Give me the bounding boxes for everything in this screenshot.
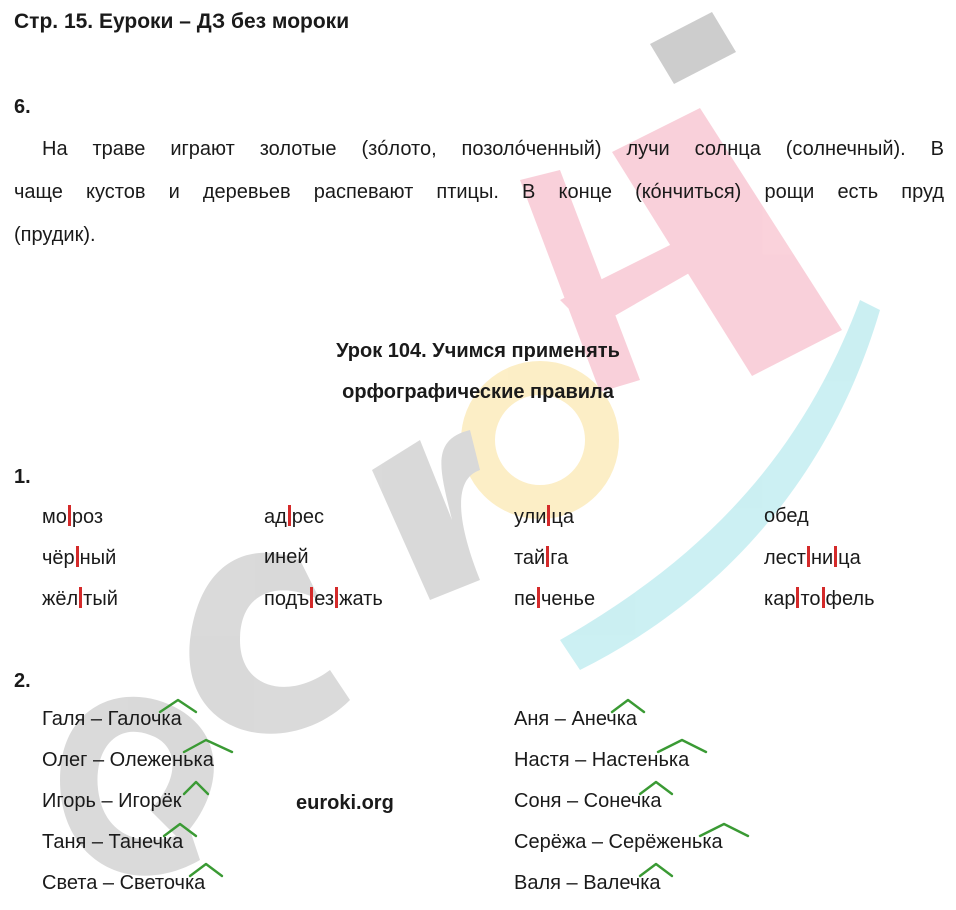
syllable: ад <box>264 506 287 528</box>
suffix-mark <box>700 824 748 836</box>
left-name-pair: Олег – Олеженька <box>42 749 214 771</box>
syllable: ный <box>79 547 117 569</box>
syllable: жёл <box>42 588 79 610</box>
right-name-pair: Аня – Анечка <box>514 708 638 730</box>
syllable: лест <box>764 547 806 569</box>
syllable: роз <box>71 506 104 528</box>
suffix-mark <box>640 782 672 794</box>
syllable: га <box>550 547 569 569</box>
task-6-line: чаще кустов и деревьев распевают птицы. В конце (кóнчиться) рощи есть пруд <box>14 181 944 203</box>
suffix-mark <box>640 864 672 876</box>
suffix-mark <box>164 824 196 836</box>
task-1-number: 1. <box>14 466 31 488</box>
syllable: подъ <box>264 588 310 610</box>
lesson-subtitle: орфографические правила <box>342 381 614 403</box>
syllable: тый <box>83 588 118 610</box>
syllable: мо <box>42 506 67 528</box>
task-2-number: 2. <box>14 670 31 692</box>
left-name-pair: Игорь – Игорёк <box>42 790 182 812</box>
syllable: ченье <box>540 588 596 610</box>
right-name-pair: Настя – Настенька <box>514 749 690 771</box>
syllable: ца <box>551 506 574 528</box>
site-label: euroki.org <box>296 792 394 814</box>
syllable: рес <box>291 506 325 528</box>
syllable: ули <box>514 506 547 528</box>
lesson-title: Урок 104. Учимся применять <box>336 340 620 362</box>
syllable: тай <box>514 547 546 569</box>
syllable: обед <box>764 505 809 527</box>
suffix-mark <box>658 740 706 752</box>
left-name-pair: Света – Светочка <box>42 872 206 894</box>
syllable: жать <box>339 588 383 610</box>
right-name-pair: Соня – Сонечка <box>514 790 662 812</box>
page-title: Стр. 15. Еуроки – ДЗ без мороки <box>14 10 350 33</box>
right-name-pair: Серёжа – Серёженька <box>514 831 723 853</box>
left-name-pair: Галя – Галочка <box>42 708 182 730</box>
right-name-pair: Валя – Валечка <box>514 872 661 894</box>
task-6-line: (прудик). <box>14 224 96 246</box>
suffix-mark <box>612 700 644 712</box>
suffix-mark <box>184 740 232 752</box>
syllable: ца <box>838 547 861 569</box>
syllable: то <box>800 588 821 610</box>
syllable: кар <box>764 588 796 610</box>
suffix-mark <box>160 700 196 712</box>
task-6-line: На траве играют золотые (зóлото, позолóченный) лучи солнца (солнечный). В <box>42 138 944 160</box>
suffix-mark <box>190 864 222 876</box>
syllable: ез <box>314 588 335 610</box>
syllable: ни <box>810 547 834 569</box>
task-6-number: 6. <box>14 96 31 118</box>
suffix-mark <box>184 782 208 794</box>
left-name-pair: Таня – Танечка <box>42 831 184 853</box>
syllable: пе <box>514 588 536 610</box>
syllable: иней <box>264 546 309 568</box>
syllable: чёр <box>42 547 75 569</box>
syllable: фель <box>825 588 875 610</box>
